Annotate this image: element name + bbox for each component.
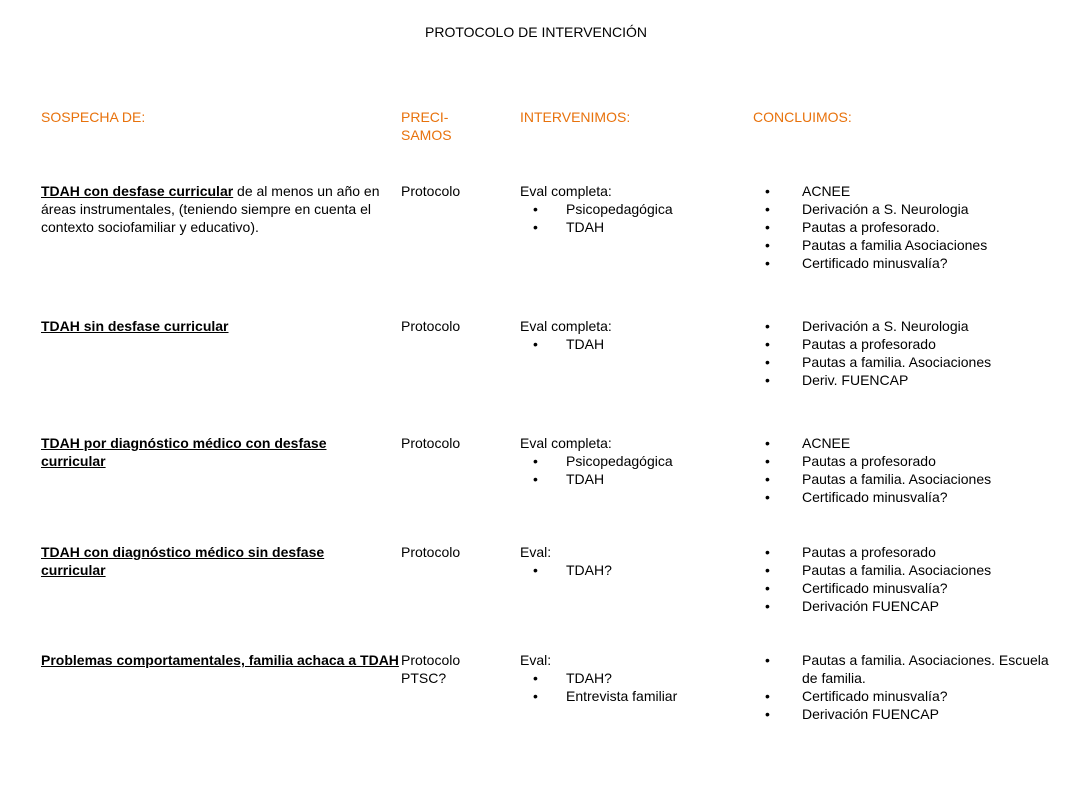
concluimos-item: • Deriv. FUENCAP — [760, 371, 1060, 389]
intervenimos-list — [520, 452, 750, 488]
intervenimos-list — [520, 335, 750, 353]
intervenimos-title: Eval: — [520, 544, 552, 560]
concluimos-item: • Derivación a S. Neurologia — [760, 317, 1060, 335]
sospecha-title: TDAH sin desfase curricular — [41, 318, 229, 334]
header-intervenimos: INTERVENIMOS: — [520, 109, 631, 125]
intervenimos-list — [520, 669, 750, 705]
sospecha-title: TDAH por diagnóstico médico con desfase curricular — [41, 435, 327, 469]
sospecha-cell — [41, 182, 406, 236]
precisamos-cell: Protocolo — [401, 544, 461, 560]
concluimos-item: • Pautas a profesorado. — [760, 218, 1060, 236]
concluimos-list — [760, 317, 1060, 389]
concluimos-item: • Pautas a profesorado — [760, 543, 1060, 561]
intervenimos-item: • TDAH? — [520, 669, 750, 687]
intervenimos-title: Eval: — [520, 652, 552, 668]
header-precisamos-line1: PRECI- — [401, 109, 449, 125]
sospecha-title: TDAH con desfase curricular — [41, 183, 234, 199]
concluimos-item: • Pautas a familia Asociaciones — [760, 236, 1060, 254]
intervenimos-cell — [520, 182, 750, 236]
intervenimos-item: • TDAH — [520, 335, 750, 353]
sospecha-title: Problemas comportamentales, familia achaca a TDAH — [41, 652, 399, 668]
intervenimos-title: Eval completa: — [520, 183, 612, 199]
concluimos-item: • Pautas a familia. Asociaciones — [760, 353, 1060, 371]
header-concluimos: CONCLUIMOS: — [753, 109, 852, 125]
concluimos-item: • ACNEE — [760, 434, 1060, 452]
intervenimos-list — [520, 200, 750, 236]
header-precisamos-line2: SAMOS — [401, 127, 452, 143]
intervenimos-cell — [520, 317, 750, 353]
sospecha-cell — [41, 434, 381, 470]
header-precisamos — [401, 108, 452, 144]
sospecha-cell — [41, 651, 403, 669]
precisamos-cell: Protocolo — [401, 318, 461, 334]
concluimos-item: • Pautas a profesorado — [760, 452, 1060, 470]
intervenimos-cell — [520, 651, 750, 705]
page-title: PROTOCOLO DE INTERVENCIÓN — [425, 24, 647, 40]
header-sospecha: SOSPECHA DE: — [41, 109, 146, 125]
concluimos-item: • Pautas a familia. Asociaciones — [760, 561, 1060, 579]
intervenimos-cell — [520, 434, 750, 488]
sospecha-detail: de al menos un año en áreas instrumentales, (teniendo siempre en cuenta el contexto sociofamiliar y educativo). — [41, 183, 380, 235]
concluimos-item: • Pautas a profesorado — [760, 335, 1060, 353]
concluimos-cell — [760, 317, 1060, 389]
concluimos-list — [760, 543, 1060, 615]
concluimos-cell — [760, 651, 1060, 723]
intervenimos-list — [520, 561, 750, 579]
intervenimos-item: • TDAH — [520, 218, 750, 236]
concluimos-item: • Certificado minusvalía? — [760, 579, 1060, 597]
concluimos-list — [760, 182, 1060, 272]
concluimos-item: • Derivación FUENCAP — [760, 705, 1060, 723]
sospecha-cell — [41, 317, 406, 335]
concluimos-item: • Pautas a familia. Asociaciones. Escuela de familia. — [760, 651, 1060, 687]
concluimos-item: • Certificado minusvalía? — [760, 687, 1060, 705]
concluimos-cell — [760, 543, 1060, 615]
intervenimos-item: • Entrevista familiar — [520, 687, 750, 705]
concluimos-cell — [760, 434, 1060, 506]
intervenimos-item: • Psicopedagógica — [520, 452, 750, 470]
intervenimos-item: • TDAH? — [520, 561, 750, 579]
concluimos-cell — [760, 182, 1060, 272]
concluimos-item: • ACNEE — [760, 182, 1060, 200]
intervenimos-item: • TDAH — [520, 470, 750, 488]
concluimos-item: • Derivación a S. Neurologia — [760, 200, 1060, 218]
precisamos-cell: Protocolo PTSC? — [401, 652, 461, 686]
intervenimos-title: Eval completa: — [520, 435, 612, 451]
intervenimos-cell — [520, 543, 750, 579]
precisamos-cell: Protocolo — [401, 183, 461, 199]
concluimos-item: • Certificado minusvalía? — [760, 254, 1060, 272]
concluimos-item: • Derivación FUENCAP — [760, 597, 1060, 615]
concluimos-list — [760, 434, 1060, 506]
intervenimos-title: Eval completa: — [520, 318, 612, 334]
concluimos-list — [760, 651, 1060, 723]
intervenimos-item: • Psicopedagógica — [520, 200, 750, 218]
concluimos-item: • Pautas a familia. Asociaciones — [760, 470, 1060, 488]
sospecha-title: TDAH con diagnóstico médico sin desfase curricular — [41, 544, 325, 578]
sospecha-cell — [41, 543, 381, 579]
concluimos-item: • Certificado minusvalía? — [760, 488, 1060, 506]
precisamos-cell: Protocolo — [401, 435, 461, 451]
